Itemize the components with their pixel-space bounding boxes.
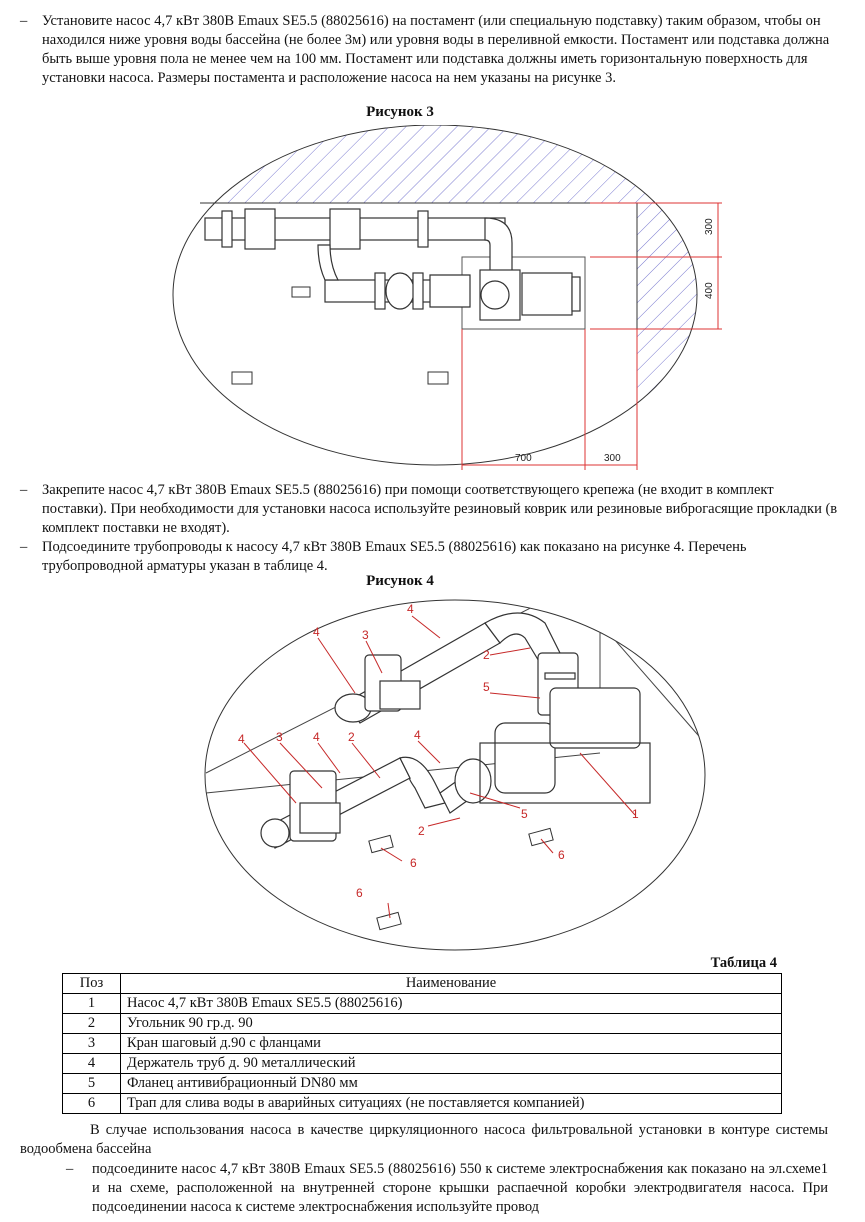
dim-300-horizontal: 300 — [604, 453, 621, 464]
figure-3-title: Рисунок 3 — [366, 104, 434, 120]
callout-4-upper-left: 4 — [313, 625, 320, 639]
figure-4-title: Рисунок 4 — [366, 573, 434, 589]
row-pos: 1 — [63, 994, 121, 1014]
list-dash: – — [20, 539, 28, 555]
row-name: Насос 4,7 кВт 380В Emaux SE5.5 (88025616) — [121, 994, 782, 1014]
callout-4-lower-left: 4 — [238, 732, 245, 746]
table-row — [63, 1074, 782, 1094]
table-4-caption: Таблица 4 — [710, 955, 777, 971]
row-pos: 6 — [63, 1094, 121, 1114]
instruction-text: Закрепите насос 4,7 кВт 380В Emaux SE5.5 (88025616) при помощи соответствующего крепежа (не входит в комплект поставки). При необходимости для установки насоса используйте резиновый коврик или резиновые виброгасящие прокладки (в комплект поставки не входят). — [42, 482, 838, 536]
callout-3-lower: 3 — [276, 730, 283, 744]
row-pos: 2 — [63, 1014, 121, 1034]
table-row — [63, 1054, 782, 1074]
figure-3-drawing — [0, 125, 865, 475]
row-name: Кран шаговый д.90 с фланцами — [121, 1034, 782, 1054]
callout-6-drain-right: 6 — [558, 848, 565, 862]
parts-table — [62, 973, 782, 1114]
table-row — [63, 1034, 782, 1054]
table-row — [63, 1094, 782, 1114]
callout-6-drain-bottom: 6 — [356, 886, 363, 900]
instruction-electrical — [66, 1160, 828, 1217]
callout-6-drain-left: 6 — [410, 856, 417, 870]
list-dash: – — [66, 1161, 74, 1177]
row-name: Трап для слива воды в аварийных ситуациях (не поставляется компанией) — [121, 1094, 782, 1114]
callout-2-lower: 2 — [418, 824, 425, 838]
instruction-connect-pipes — [20, 538, 840, 576]
instruction-text: Установите насос 4,7 кВт 380В Emaux SE5.5 (88025616) на постамент (или специальную подставку) таким образом, чтобы он находился ниже уровня воды бассейна (не более 3м) или уровня воды в переливной емкости. Постамент или подставка должна быть выше уровня пола не менее чем на 100 мм. Постамент или подставка должны иметь горизонтальную поверхность для установки насоса. Размеры постамента и расположение насоса на нем указаны на рисунке 3. — [42, 13, 830, 86]
dim-400-vertical: 400 — [704, 282, 715, 299]
figure-4-drawing — [0, 593, 865, 953]
row-pos: 5 — [63, 1074, 121, 1094]
row-pos: 3 — [63, 1034, 121, 1054]
dim-300-vertical: 300 — [704, 218, 715, 235]
callout-2-lower-left: 2 — [348, 730, 355, 744]
table-row — [63, 1014, 782, 1034]
row-name: Угольник 90 гр.д. 90 — [121, 1014, 782, 1034]
callout-5-lower: 5 — [521, 807, 528, 821]
callout-4-upper: 4 — [407, 602, 414, 616]
list-dash: – — [20, 482, 28, 498]
callout-1-pump: 1 — [632, 807, 639, 821]
callout-3-upper: 3 — [362, 628, 369, 642]
column-header-pos: Поз — [63, 974, 121, 994]
table-header-row — [63, 974, 782, 994]
dim-700-horizontal: 700 — [515, 453, 532, 464]
table-row — [63, 994, 782, 1014]
instruction-install-pump — [20, 12, 840, 88]
callout-2-upper: 2 — [483, 648, 490, 662]
row-name: Фланец антивибрационный DN80 мм — [121, 1074, 782, 1094]
row-pos: 4 — [63, 1054, 121, 1074]
circulation-paragraph: В случае использования насоса в качестве циркуляционного насоса фильтровальной установки в контуре системы водообмена бассейна — [20, 1122, 828, 1157]
instruction-text: Подсоедините трубопроводы к насосу 4,7 кВт 380В Emaux SE5.5 (88025616) как показано на рисунке 4. Перечень трубопроводной арматуры указан в таблице 4. — [42, 539, 747, 574]
callout-4-lower-right: 4 — [414, 728, 421, 742]
callout-4-lower-mid: 4 — [313, 730, 320, 744]
column-header-name: Наименование — [121, 974, 782, 994]
instruction-text: подсоедините насос 4,7 кВт 380В Emaux SE5.5 (88025616) 550 к системе электроснабжения как показано на эл.схеме1 и на схеме, расположенной на внутренней стороне крышки распаечной коробки электродвигателя насоса. При подсоединении насоса к системе электроснабжения используйте провод — [92, 1161, 828, 1215]
callout-5-upper: 5 — [483, 680, 490, 694]
list-dash: – — [20, 13, 28, 29]
row-name: Держатель труб д. 90 металлический — [121, 1054, 782, 1074]
instruction-fix-pump — [20, 481, 840, 538]
